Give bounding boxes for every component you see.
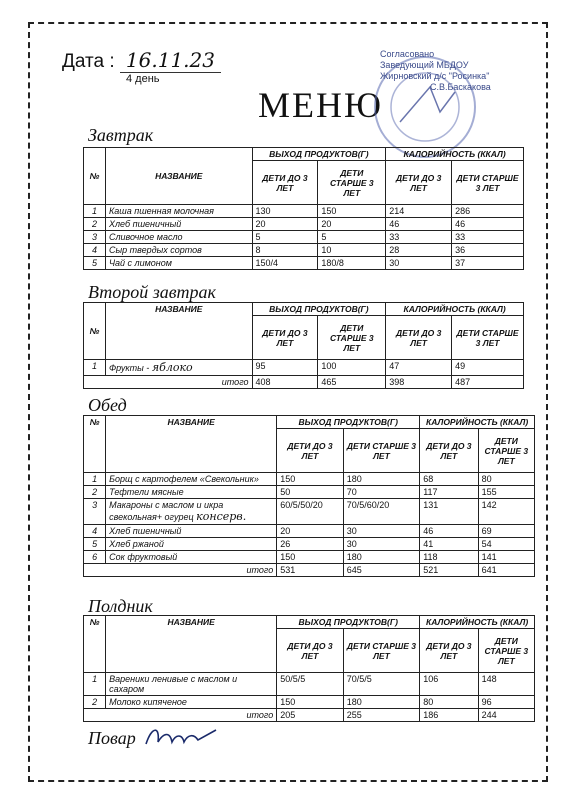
row-cal-over3: 80: [478, 473, 534, 486]
col-over3: ДЕТИ СТАРШЕ 3 ЛЕТ: [478, 429, 534, 473]
row-no: 5: [84, 538, 106, 551]
col-under3: ДЕТИ ДО 3 ЛЕТ: [252, 161, 318, 205]
approval-line: Согласовано: [380, 49, 435, 59]
col-over3: ДЕТИ СТАРШЕ 3 ЛЕТ: [318, 161, 386, 205]
row-cal-over3: 96: [478, 696, 534, 709]
row-out-over3: 70: [343, 486, 420, 499]
row-no: 6: [84, 551, 106, 564]
row-name: Чай с лимоном: [105, 257, 252, 270]
row-cal-over3: 54: [478, 538, 534, 551]
table-row: [84, 218, 524, 231]
row-no: 2: [84, 486, 106, 499]
row-cal-over3: 148: [478, 673, 534, 696]
col-over3: ДЕТИ СТАРШЕ 3 ЛЕТ: [343, 429, 420, 473]
col-no: №: [84, 616, 106, 673]
row-no: 1: [84, 360, 106, 376]
cook-label: Повар: [88, 728, 136, 748]
row-out-under3: 150: [277, 551, 343, 564]
row-name: [106, 499, 277, 525]
col-no: №: [84, 303, 106, 360]
row-no: 4: [84, 525, 106, 538]
row-out-over3: 5: [318, 231, 386, 244]
total-cal-over3: 487: [452, 376, 524, 389]
row-name: Хлеб пшеничный: [105, 218, 252, 231]
row-cal-under3: 214: [386, 205, 452, 218]
row-out-under3: 5: [252, 231, 318, 244]
col-under3: ДЕТИ ДО 3 ЛЕТ: [420, 429, 478, 473]
row-name: Молоко кипяченое: [106, 696, 277, 709]
lunch-table: [83, 415, 535, 577]
col-no: №: [84, 416, 106, 473]
row-cal-over3: 33: [452, 231, 524, 244]
row-name-printed: Фрукты -: [108, 363, 150, 373]
row-out-over3: 30: [343, 538, 420, 551]
total-out-over3: 465: [318, 376, 386, 389]
total-label: итого: [84, 564, 277, 577]
total-cal-over3: 244: [478, 709, 534, 722]
section-title-snack: Полдник: [88, 596, 153, 616]
col-under3: ДЕТИ ДО 3 ЛЕТ: [277, 629, 343, 673]
row-no: 3: [84, 231, 106, 244]
row-name: Сыр твердых сортов: [105, 244, 252, 257]
row-out-over3: 180: [343, 696, 420, 709]
table-row: [84, 499, 535, 525]
section-title-second-breakfast: Второй завтрак: [88, 282, 216, 302]
date-value: 16.11.23: [120, 48, 221, 73]
row-no: 4: [84, 244, 106, 257]
col-calories: КАЛОРИЙНОСТЬ (ККАЛ): [420, 416, 535, 429]
breakfast-table: [83, 147, 524, 270]
row-no: 1: [84, 673, 106, 696]
total-row: [84, 564, 535, 577]
row-out-under3: 150/4: [252, 257, 318, 270]
row-cal-over3: 49: [452, 360, 524, 376]
row-name: [105, 360, 252, 376]
row-cal-over3: 141: [478, 551, 534, 564]
row-out-under3: 20: [277, 525, 343, 538]
row-cal-under3: 118: [420, 551, 478, 564]
table-row: [84, 473, 535, 486]
row-name: Каша пшенная молочная: [105, 205, 252, 218]
table-row: [84, 525, 535, 538]
table-row: [84, 538, 535, 551]
row-cal-under3: 33: [386, 231, 452, 244]
snack-table: [83, 615, 535, 722]
row-out-over3: 100: [318, 360, 386, 376]
row-out-under3: 150: [277, 473, 343, 486]
table-row: [84, 486, 535, 499]
row-name-handwritten: консерв.: [196, 510, 247, 523]
row-name: Сок фруктовый: [106, 551, 277, 564]
cook-signature: [142, 722, 222, 752]
row-cal-over3: 286: [452, 205, 524, 218]
col-output: ВЫХОД ПРОДУКТОВ(Г): [277, 616, 420, 629]
row-cal-under3: 117: [420, 486, 478, 499]
row-out-over3: 10: [318, 244, 386, 257]
total-out-under3: 531: [277, 564, 343, 577]
col-under3: ДЕТИ ДО 3 ЛЕТ: [386, 161, 452, 205]
row-cal-over3: 46: [452, 218, 524, 231]
approval-line: Заведующий МБДОУ: [380, 60, 469, 70]
col-calories: КАЛОРИЙНОСТЬ (ККАЛ): [386, 148, 524, 161]
total-out-over3: 645: [343, 564, 420, 577]
col-under3: ДЕТИ ДО 3 ЛЕТ: [386, 316, 452, 360]
total-out-under3: 205: [277, 709, 343, 722]
approval-line: С.В.Баскакова: [430, 82, 491, 92]
total-cal-under3: 521: [420, 564, 478, 577]
row-no: 5: [84, 257, 106, 270]
row-cal-over3: 142: [478, 499, 534, 525]
row-name: Хлеб пшеничный: [106, 525, 277, 538]
table-row: [84, 244, 524, 257]
total-out-over3: 255: [343, 709, 420, 722]
row-out-under3: 50: [277, 486, 343, 499]
row-cal-under3: 46: [420, 525, 478, 538]
col-calories: КАЛОРИЙНОСТЬ (ККАЛ): [386, 303, 524, 316]
table-row: [84, 231, 524, 244]
row-cal-under3: 28: [386, 244, 452, 257]
row-out-over3: 150: [318, 205, 386, 218]
row-no: 2: [84, 696, 106, 709]
row-name: Хлеб ржаной: [106, 538, 277, 551]
row-out-under3: 130: [252, 205, 318, 218]
row-name: Борщ с картофелем «Свекольник»: [106, 473, 277, 486]
row-cal-under3: 47: [386, 360, 452, 376]
row-out-over3: 180: [343, 551, 420, 564]
row-name-handwritten: яблоко: [151, 361, 193, 374]
row-cal-over3: 37: [452, 257, 524, 270]
row-out-under3: 50/5/5: [277, 673, 343, 696]
table-row: [84, 696, 535, 709]
table-row: [84, 360, 524, 376]
col-over3: ДЕТИ СТАРШЕ 3 ЛЕТ: [343, 629, 420, 673]
col-under3: ДЕТИ ДО 3 ЛЕТ: [277, 429, 343, 473]
total-out-under3: 408: [252, 376, 318, 389]
row-out-under3: 150: [277, 696, 343, 709]
row-cal-under3: 46: [386, 218, 452, 231]
total-cal-under3: 186: [420, 709, 478, 722]
row-out-over3: 180: [343, 473, 420, 486]
row-cal-under3: 30: [386, 257, 452, 270]
col-over3: ДЕТИ СТАРШЕ 3 ЛЕТ: [452, 161, 524, 205]
table-row: [84, 673, 535, 696]
row-out-under3: 60/5/50/20: [277, 499, 343, 525]
day-label: 4 день: [126, 73, 160, 85]
col-name: НАЗВАНИЕ: [105, 148, 252, 205]
date-label: Дата :: [62, 51, 115, 72]
section-title-lunch: Обед: [88, 395, 127, 415]
col-over3: ДЕТИ СТАРШЕ 3 ЛЕТ: [478, 629, 534, 673]
col-calories: КАЛОРИЙНОСТЬ (ККАЛ): [420, 616, 535, 629]
total-row: [84, 709, 535, 722]
row-name-printed: Макароны с маслом и икра свекольная+ огурец: [109, 500, 224, 522]
col-output: ВЫХОД ПРОДУКТОВ(Г): [252, 303, 386, 316]
row-out-over3: 30: [343, 525, 420, 538]
col-name: НАЗВАНИЕ: [105, 303, 252, 360]
second-breakfast-table: [83, 302, 524, 389]
total-cal-over3: 641: [478, 564, 534, 577]
row-out-over3: 20: [318, 218, 386, 231]
col-name: НАЗВАНИЕ: [106, 416, 277, 473]
col-over3: ДЕТИ СТАРШЕ 3 ЛЕТ: [452, 316, 524, 360]
approval-line: Жирновский д/с "Росинка": [380, 71, 490, 81]
row-no: 1: [84, 205, 106, 218]
row-out-under3: 20: [252, 218, 318, 231]
row-out-under3: 8: [252, 244, 318, 257]
row-no: 3: [84, 499, 106, 525]
row-cal-under3: 68: [420, 473, 478, 486]
col-over3: ДЕТИ СТАРШЕ 3 ЛЕТ: [318, 316, 386, 360]
table-row: [84, 205, 524, 218]
page-title: МЕНЮ: [258, 85, 383, 125]
row-no: 2: [84, 218, 106, 231]
row-cal-over3: 36: [452, 244, 524, 257]
row-cal-under3: 80: [420, 696, 478, 709]
date-line: [62, 48, 221, 73]
total-label: итого: [84, 376, 253, 389]
col-output: ВЫХОД ПРОДУКТОВ(Г): [277, 416, 420, 429]
col-name: НАЗВАНИЕ: [106, 616, 277, 673]
col-under3: ДЕТИ ДО 3 ЛЕТ: [420, 629, 478, 673]
total-row: [84, 376, 524, 389]
row-cal-under3: 41: [420, 538, 478, 551]
col-no: №: [84, 148, 106, 205]
row-name: Тефтели мясные: [106, 486, 277, 499]
row-out-over3: 70/5/60/20: [343, 499, 420, 525]
row-no: 1: [84, 473, 106, 486]
total-label: итого: [84, 709, 277, 722]
section-title-breakfast: Завтрак: [88, 125, 154, 145]
row-name: Сливочное масло: [105, 231, 252, 244]
table-row: [84, 257, 524, 270]
row-out-over3: 70/5/5: [343, 673, 420, 696]
row-cal-over3: 155: [478, 486, 534, 499]
row-out-over3: 180/8: [318, 257, 386, 270]
row-name: Вареники ленивые с маслом и сахаром: [106, 673, 277, 696]
table-row: [84, 551, 535, 564]
row-out-under3: 26: [277, 538, 343, 551]
approval-block: [380, 49, 491, 93]
row-out-under3: 95: [252, 360, 318, 376]
total-cal-under3: 398: [386, 376, 452, 389]
row-cal-under3: 106: [420, 673, 478, 696]
col-output: ВЫХОД ПРОДУКТОВ(Г): [252, 148, 386, 161]
row-cal-over3: 69: [478, 525, 534, 538]
col-under3: ДЕТИ ДО 3 ЛЕТ: [252, 316, 318, 360]
row-cal-under3: 131: [420, 499, 478, 525]
